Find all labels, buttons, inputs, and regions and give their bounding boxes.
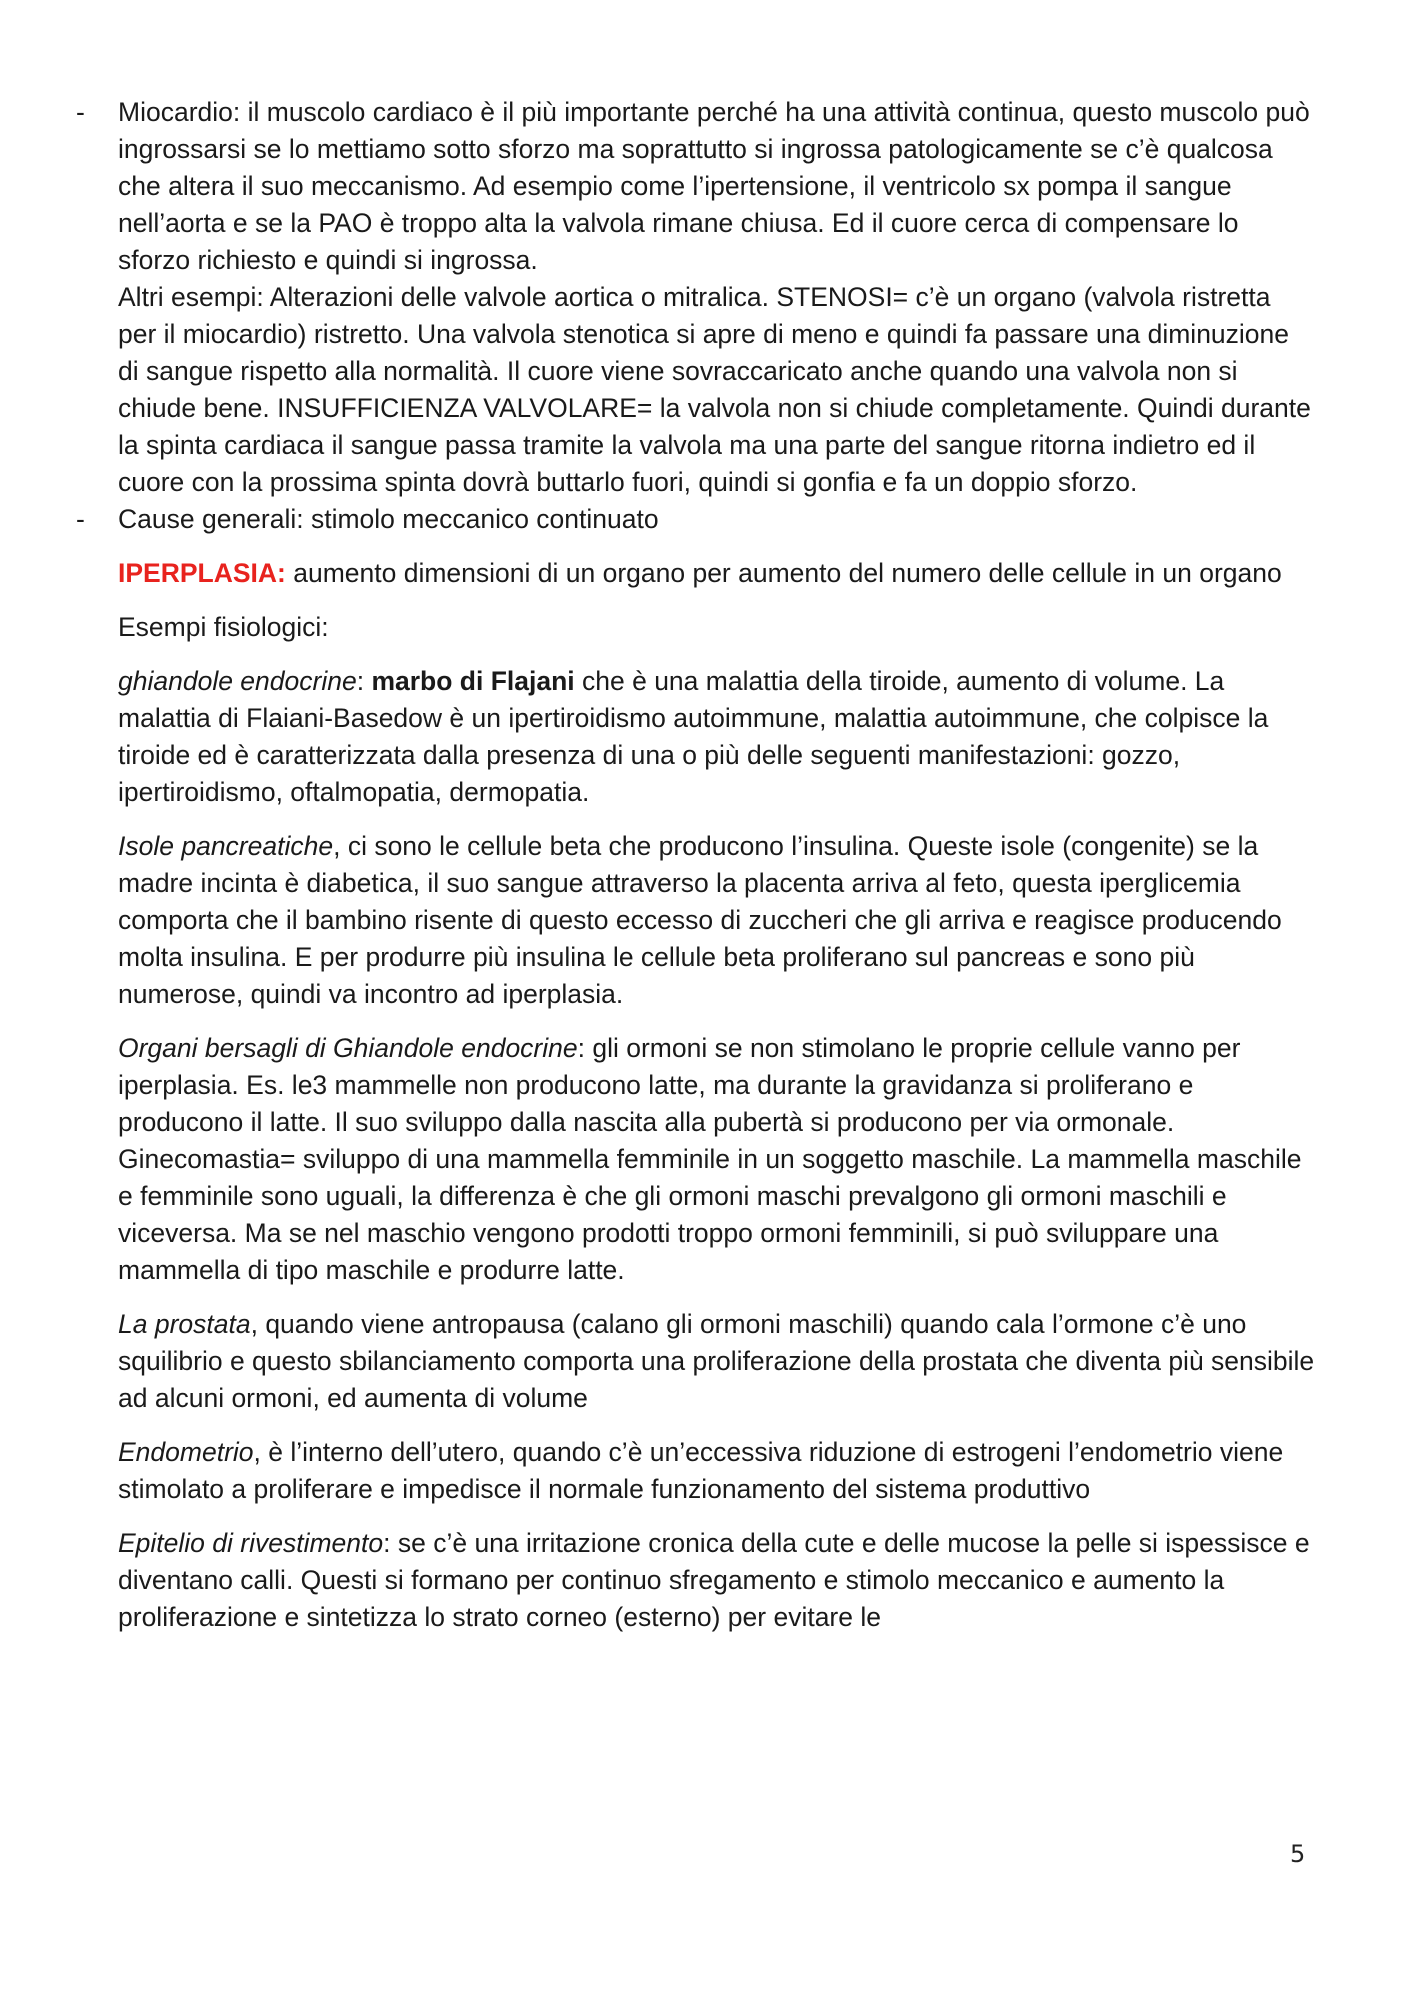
prostata-text: , quando viene antropausa (calano gli ormoni maschili) quando cala l’ormone c’è uno squilibrio e questo sbilanciamento comporta una proliferazione della prostata che diventa più sensibile ad alcuni ormoni, ed aumenta di volume [118,1309,1315,1413]
ghiandole-bold: marbo di Flajani [371,666,575,696]
endometrio-term: Endometrio [118,1437,254,1467]
miocardio-paragraph: Miocardio: il muscolo cardiaco è il più importante perché ha una attività continua, questo muscolo può ingrossarsi se lo mettiamo sotto sforzo ma soprattutto si ingrossa patologicamente se c’è qualcosa che altera il suo meccanismo. Ad esempio come l’ipertensione, il ventricolo sx pompa il sangue nell’aorta e se la PAO è troppo alta la valvola rimane chiusa. Ed il cuore cerca di compensare lo sforzo richiesto e quindi si ingrossa. [118,97,1310,275]
prostata-paragraph [76,1306,1316,1417]
page-number: 5 [1290,1840,1306,1868]
ghiandole-text: che è una malattia della tiroide, aumento di volume. La malattia di Flaiani-Basedow è un ipertiroidismo autoimmune, malattia autoimmune, che colpisce la tiroide ed è caratterizzata dalla presenza di una o più delle seguenti manifestazioni: gozzo, ipertiroidismo, oftalmopatia, dermopatia. [118,666,1269,807]
iperplasia-definition [76,555,1316,592]
altri-esempi-paragraph: Altri esempi: Alterazioni delle valvole aortica o mitralica. STENOSI= c’è un organo (valvola ristretta per il miocardio) ristretto. Una valvola stenotica si apre di meno e quindi fa passare una diminuzione di sangue rispetto alla normalità. Il cuore viene sovraccaricato anche quando una valvola non si chiude bene. INSUFFICIENZA VALVOLARE= la valvola non si chiude completamente. Quindi durante la spinta cardiaca il sangue passa tramite la valvola ma una parte del sangue ritorna indietro ed il cuore con la prossima spinta dovrà buttarlo fuori, quindi si gonfia e fa un doppio sforzo. [118,282,1311,497]
organi-text: : gli ormoni se non stimolano le proprie cellule vanno per iperplasia. Es. le3 mammelle non producono latte, ma durante la gravidanza si proliferano e producono il latte. Il suo sviluppo dalla nascita alla pubertà si producono per via ormonale. Ginecomastia= sviluppo di una mammella femminile in un soggetto maschile. La mammella maschile e femminile sono uguali, la differenza è che gli ormoni maschi prevalgono gli ormoni maschili e viceversa. Ma se nel maschio vengono prodotti troppo ormoni femminili, si può sviluppare una mammella di tipo maschile e produrre latte. [118,1033,1302,1285]
iperplasia-text: aumento dimensioni di un organo per aumento del numero delle cellule in un organo [285,558,1282,588]
page-content [76,94,1316,1636]
bullet-cause-generali [76,501,1316,538]
isole-term: Isole pancreatiche [118,831,334,861]
esempi-heading: Esempi fisiologici: [118,612,329,642]
epitelio-term: Epitelio di rivestimento [118,1528,384,1558]
organi-paragraph [76,1030,1316,1289]
isole-text: , ci sono le cellule beta che producono l’insulina. Queste isole (congenite) se la madre incinta è diabetica, il suo sangue attraverso la placenta arriva al feto, questa iperglicemia comporta che il bambino risente di questo eccesso di zuccheri che gli arriva e reagisce producendo molta insulina. E per produrre più insulina le cellule beta proliferano sul pancreas e sono più numerose, quindi va incontro ad iperplasia. [118,831,1282,1009]
ghiandole-term: ghiandole endocrine [118,666,357,696]
epitelio-text: : se c’è una irritazione cronica della cute e delle mucose la pelle si ispessisce e diventano calli. Questi si formano per continuo sfregamento e stimolo meccanico e aumento la proliferazione e sintetizza lo strato corneo (esterno) per evitare le [118,1528,1310,1632]
organi-term: Organi bersagli di Ghiandole endocrine [118,1033,578,1063]
epitelio-paragraph [76,1525,1316,1636]
ghiandole-sep: : [356,666,372,696]
prostata-term: La prostata [118,1309,251,1339]
bullet-dash: - [76,504,85,534]
endometrio-text: , è l’interno dell’utero, quando c’è un’eccessiva riduzione di estrogeni l’endometrio viene stimolato a proliferare e impedisce il normale funzionamento del sistema produttivo [118,1437,1284,1504]
isole-paragraph [76,828,1316,1013]
iperplasia-term: IPERPLASIA: [118,558,286,588]
ghiandole-paragraph [76,663,1316,811]
bullet-miocardio [76,94,1316,501]
bullet-dash: - [76,97,85,127]
endometrio-paragraph [76,1434,1316,1508]
cause-generali-text: Cause generali: stimolo meccanico continuato [118,504,659,534]
